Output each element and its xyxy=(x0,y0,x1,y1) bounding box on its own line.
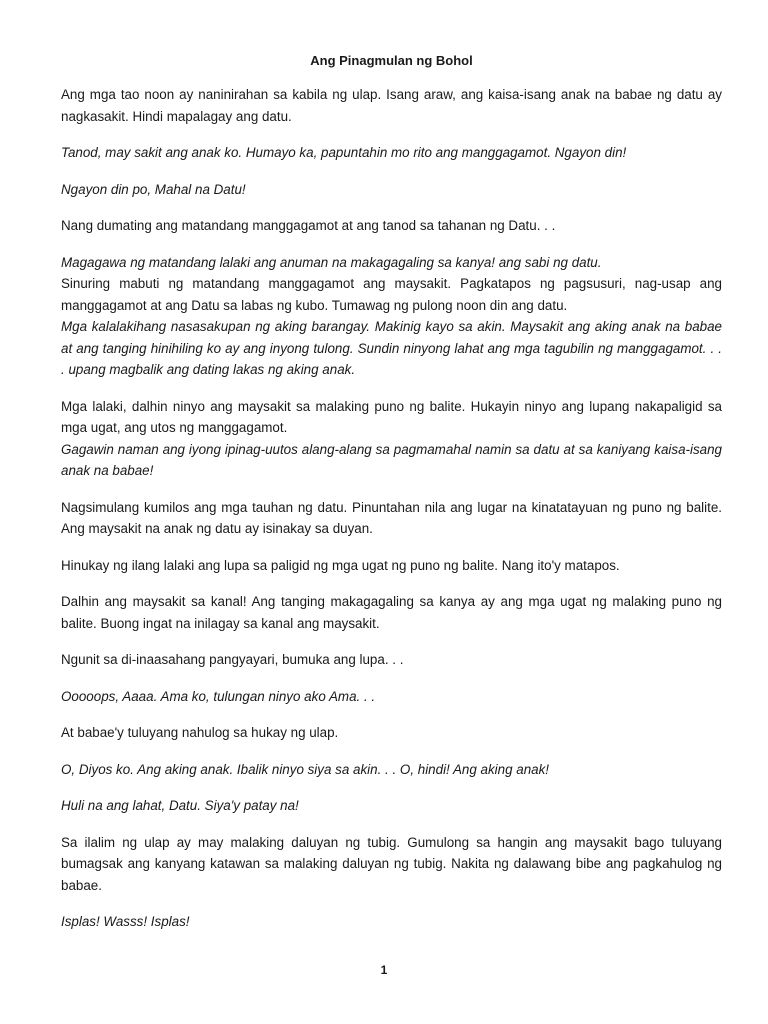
paragraph xyxy=(61,497,722,540)
paragraph xyxy=(61,142,722,164)
paragraph xyxy=(61,591,722,634)
dialogue-line: Tanod, may sakit ang anak ko. Humayo ka, papuntahin mo rito ang manggagamot. Ngayon din! xyxy=(61,145,627,160)
dialogue-line: Huli na ang lahat, Datu. Siya'y patay na! xyxy=(61,798,299,813)
dialogue-line: Ooooops, Aaaa. Ama ko, tulungan ninyo ako Ama. . . xyxy=(61,688,376,704)
paragraph xyxy=(61,84,722,127)
paragraph xyxy=(61,215,722,237)
narration-line: Sinuring mabuti ng matandang manggagamot ang maysakit. Pagkatapos ng pagsusuri, nag-usap ang manggagamot at ang Datu sa labas ng kubo. Tumawag ng pulong noon din ang datu. xyxy=(61,276,722,313)
paragraph xyxy=(61,832,722,897)
dialogue-line: Isplas! Wasss! Isplas! xyxy=(61,914,190,929)
narration-line: Mga lalaki, dalhin ninyo ang maysakit sa malaking puno ng balite. Hukayin ninyo ang lupang nakapaligid sa mga ugat, ang utos ng manggagamot. xyxy=(61,398,722,435)
narration-line: Dalhin ang maysakit sa kanal! Ang tanging makagagaling sa kanya ay ang mga ugat ng malaking puno ng balite. Buong ingat na inilagay sa kanal ang maysakit. xyxy=(61,594,722,631)
narration-line: Ang mga tao noon ay naninirahan sa kabila ng ulap. Isang araw, ang kaisa-isang anak na babae ng datu ay nagkasakit. Hindi mapalagay ang datu. xyxy=(61,87,722,124)
paragraph xyxy=(61,396,722,482)
paragraph xyxy=(61,759,722,781)
page-number: 1 xyxy=(380,963,388,977)
dialogue-line: Ngayon din po, Mahal na Datu! xyxy=(61,181,246,197)
narration-line: Hinukay ng ilang lalaki ang lupa sa paligid ng mga ugat ng puno ng balite. Nang ito'y matapos. xyxy=(61,557,620,573)
paragraph xyxy=(61,555,722,577)
paragraph xyxy=(61,179,722,201)
document-body xyxy=(61,84,722,933)
paragraph xyxy=(61,649,722,671)
narration-line: Nagsimulang kumilos ang mga tauhan ng datu. Pinuntahan nila ang lugar na kinatatayuan ng puno ng balite. Ang maysakit na anak ng datu ay isinakay sa duyan. xyxy=(61,499,722,536)
dialogue-line: O, Diyos ko. Ang aking anak. Ibalik ninyo siya sa akin. . . O, hindi! Ang aking anak! xyxy=(61,761,550,777)
paragraph xyxy=(61,911,722,933)
paragraph xyxy=(61,686,722,708)
narration-line: Ngunit sa di-inaasahang pangyayari, bumuka ang lupa. . . xyxy=(61,652,404,667)
dialogue-line: Mga kalalakihang nasasakupan ng aking barangay. Makinig kayo sa akin. Maysakit ang aking anak na babae at ang tanging hinihiling ko ay ang inyong tulong. Sundin ninyong lahat ang mga tagubilin ng manggagamot. . . . upang magbalik ang dating lakas ng aking anak. xyxy=(61,319,722,377)
dialogue-line: Gagawin naman ang iyong ipinag-uutos alang-alang sa pagmamahal namin sa datu at sa kaniyang kaisa-isang anak na babae! xyxy=(61,441,722,478)
dialogue-line: Magagawa ng matandang lalaki ang anuman na makagagaling sa kanya! ang sabi ng datu. xyxy=(61,254,602,270)
paragraph xyxy=(61,795,722,817)
narration-line: At babae'y tuluyang nahulog sa hukay ng ulap. xyxy=(61,725,339,740)
paragraph xyxy=(61,252,722,381)
narration-line: Sa ilalim ng ulap ay may malaking daluyan ng tubig. Gumulong sa hangin ang maysakit bago tuluyang bumagsak ang kanyang katawan sa malaking daluyan ng tubig. Nakita ng dalawang bibe ang pagkahulog ng babae. xyxy=(61,834,722,893)
paragraph xyxy=(61,722,722,744)
narration-line: Nang dumating ang matandang manggagamot at ang tanod sa tahanan ng Datu. . . xyxy=(61,218,556,233)
document-title: Ang Pinagmulan ng Bohol xyxy=(310,53,473,68)
